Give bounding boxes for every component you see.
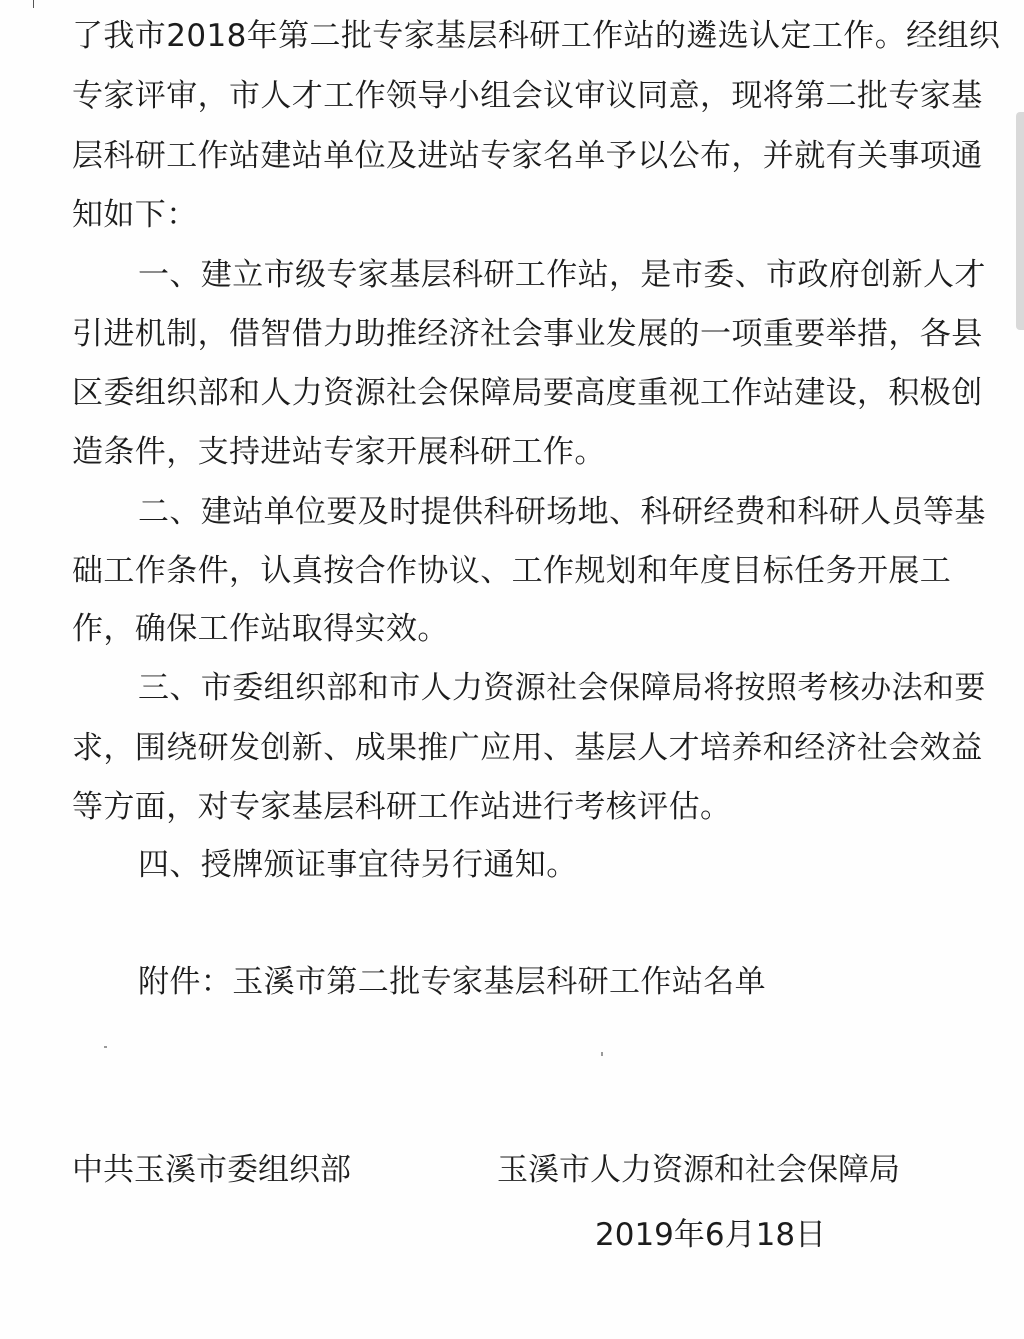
issue-date: 2019年6月18日 [595,1217,827,1253]
paragraph-3-start: 三、市委组织部和市人力资源社会保障局将按照考核办法和要 [138,670,986,706]
scrollbar-thumb[interactable] [1016,112,1024,330]
issuer-left: 中共玉溪市委组织部 [72,1152,351,1188]
body-line: 础工作条件，认真按合作协议、工作规划和年度目标任务开展工 [72,553,952,589]
paragraph-2-start: 二、建站单位要及时提供科研场地、科研经费和科研人员等基 [138,494,986,530]
body-line: 引进机制，借智借力助推经济社会事业发展的一项重要举措，各县 [72,316,983,352]
body-line: 等方面，对专家基层科研工作站进行考核评估。 [72,789,732,825]
attachment-line: 附件：玉溪市第二批专家基层科研工作站名单 [138,964,766,1000]
body-line: 专家评审，市人才工作领导小组会议审议同意，现将第二批专家基 [72,78,983,114]
scan-speck [601,1052,603,1056]
body-line: 层科研工作站建站单位及进站专家名单予以公布，并就有关事项通 [72,138,983,174]
page-corner-mark [33,0,34,8]
body-line: 作，确保工作站取得实效。 [72,611,449,647]
paragraph-1-start: 一、建立市级专家基层科研工作站，是市委、市政府创新人才 [138,257,986,293]
body-line: 造条件，支持进站专家开展科研工作。 [72,434,606,470]
issuer-right: 玉溪市人力资源和社会保障局 [497,1152,900,1188]
body-line: 知如下： [72,197,198,233]
body-line: 求，围绕研发创新、成果推广应用、基层人才培养和经济社会效益 [72,730,983,766]
body-line: 区委组织部和人力资源社会保障局要高度重视工作站建设，积极创 [72,375,983,411]
paragraph-4-start: 四、授牌颁证事宜待另行通知。 [138,847,578,883]
body-line: 了我市2018年第二批专家基层科研工作站的遴选认定工作。经组织 [72,18,1001,54]
scan-speck [104,1046,107,1048]
